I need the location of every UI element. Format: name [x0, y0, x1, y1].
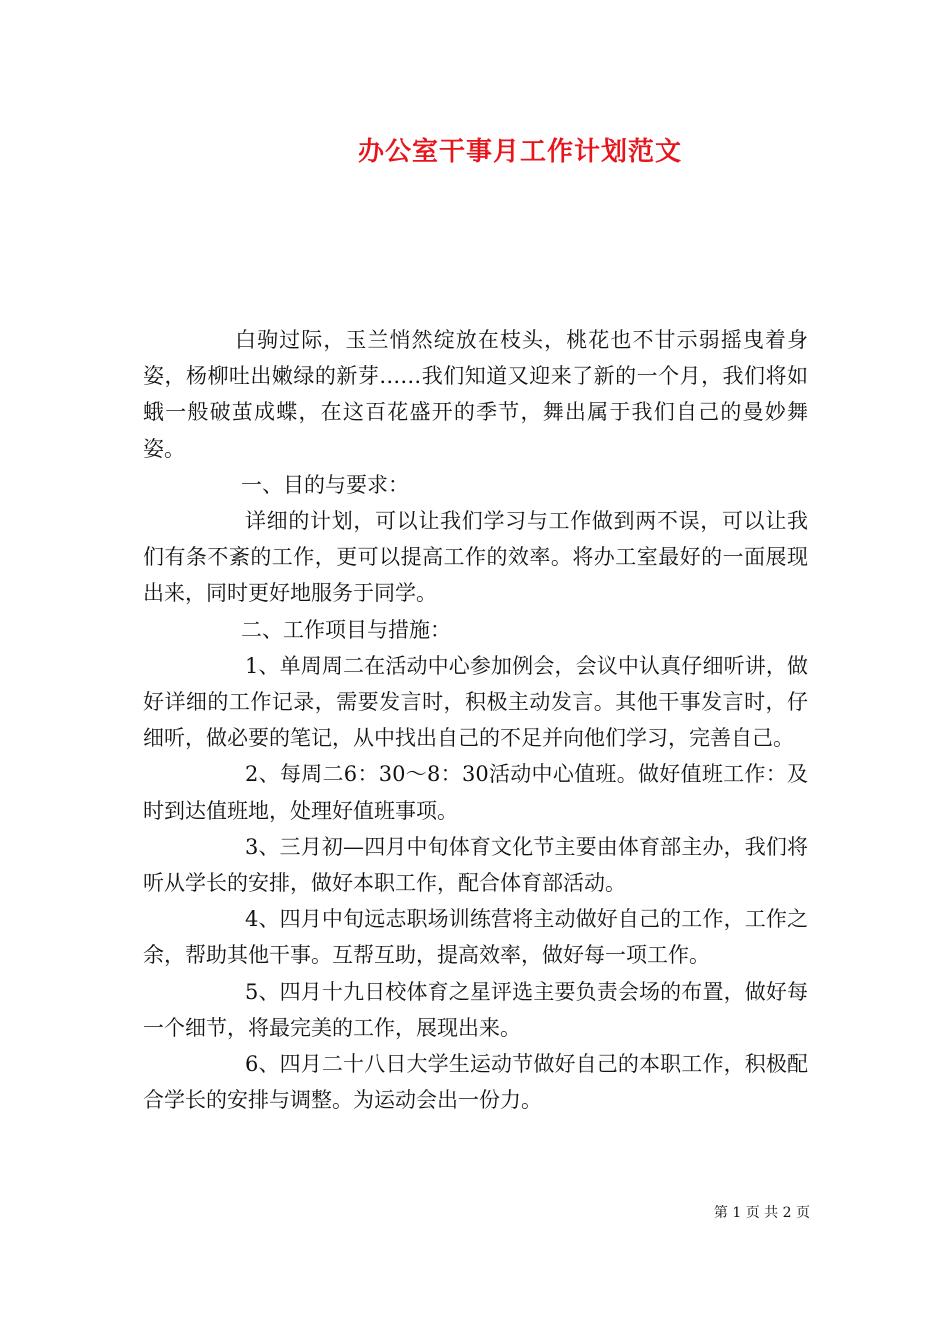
measure-item-2: 2、每周二6：30～8：30活动中心值班。做好值班工作：及时到达值班地，处理好值班事项。 — [143, 762, 808, 823]
section-heading-measures: 二、工作项目与措施： — [241, 617, 451, 642]
section-heading-goals: 一、目的与要求： — [241, 472, 409, 497]
measure-item-5: 5、四月十九日校体育之星评选主要负责会场的布置，做好每一个细节，将最完美的工作，展现出来。 — [143, 979, 808, 1040]
measure-item-6: 6、四月二十八日大学生运动节做好自己的本职工作，积极配合学长的安排与调整。为运动会出一份力。 — [143, 1052, 808, 1113]
document-title: 办公室干事月工作计划范文 — [357, 137, 682, 167]
document-body — [143, 322, 808, 1118]
measure-item-4: 4、四月中旬远志职场训练营将主动做好自己的工作，工作之余，帮助其他干事。互帮互助，提高效率，做好每一项工作。 — [143, 907, 808, 968]
page-footer: 第 1 页 共 2 页 — [713, 1205, 810, 1221]
intro-paragraph: 白驹过际，玉兰悄然绽放在枝头，桃花也不甘示弱摇曳着身姿，杨柳吐出嫩绿的新芽……我们知道又迎来了新的一个月，我们将如蛾一般破茧成蝶，在这百花盛开的季节，舞出属于我们自己的曼妙舞姿。 — [143, 328, 808, 461]
goals-paragraph: 详细的计划，可以让我们学习与工作做到两不误，可以让我们有条不紊的工作，更可以提高工作的效率。将办工室最好的一面展现出来，同时更好地服务于同学。 — [143, 509, 808, 606]
measure-item-3: 3、三月初—四月中旬体育文化节主要由体育部主办，我们将听从学长的安排，做好本职工作，配合体育部活动。 — [143, 834, 808, 896]
measure-item-1: 1、单周周二在活动中心参加例会，会议中认真仔细听讲，做好详细的工作记录，需要发言时，积极主动发言。其他干事发言时，仔细听，做必要的笔记，从中找出自己的不足并向他们学习，完善自己。 — [143, 653, 808, 751]
